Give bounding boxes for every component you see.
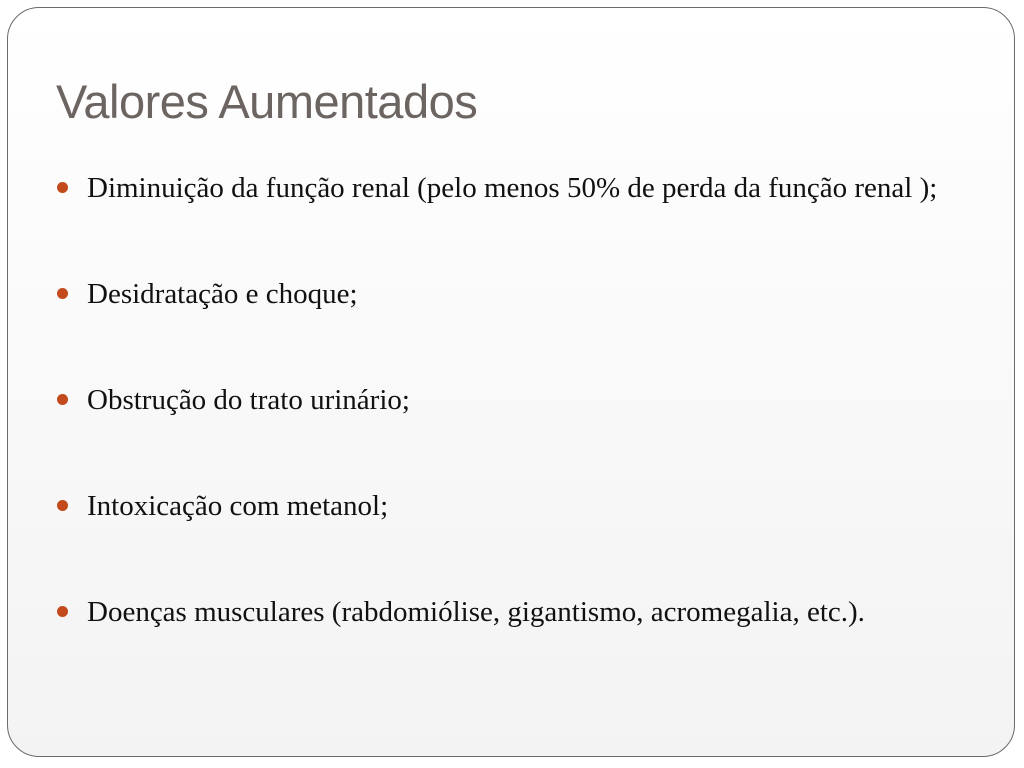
bullet-item xyxy=(56,168,966,208)
bullet-item xyxy=(56,380,966,420)
bullet-dot-icon xyxy=(57,182,68,193)
bullet-item xyxy=(56,274,966,314)
bullet-text: Obstrução do trato urinário; xyxy=(87,384,410,416)
bullet-text: Intoxicação com metanol; xyxy=(87,490,389,522)
bullet-dot-icon xyxy=(57,606,68,617)
bullet-item xyxy=(56,486,966,526)
bullet-dot-icon xyxy=(57,500,68,511)
bullet-text: Desidratação e choque; xyxy=(87,278,358,310)
slide xyxy=(7,7,1015,757)
bullet-dot-icon xyxy=(57,288,68,299)
slide-title: Valores Aumentados xyxy=(56,75,478,128)
bullet-text: Doenças musculares (rabdomiólise, gigantismo, acromegalia, etc.). xyxy=(87,596,865,628)
bullet-list xyxy=(56,168,966,632)
bullet-item xyxy=(56,592,966,632)
bullet-text: Diminuição da função renal (pelo menos 50% de perda da função renal ); xyxy=(87,172,938,204)
bullet-dot-icon xyxy=(57,394,68,405)
